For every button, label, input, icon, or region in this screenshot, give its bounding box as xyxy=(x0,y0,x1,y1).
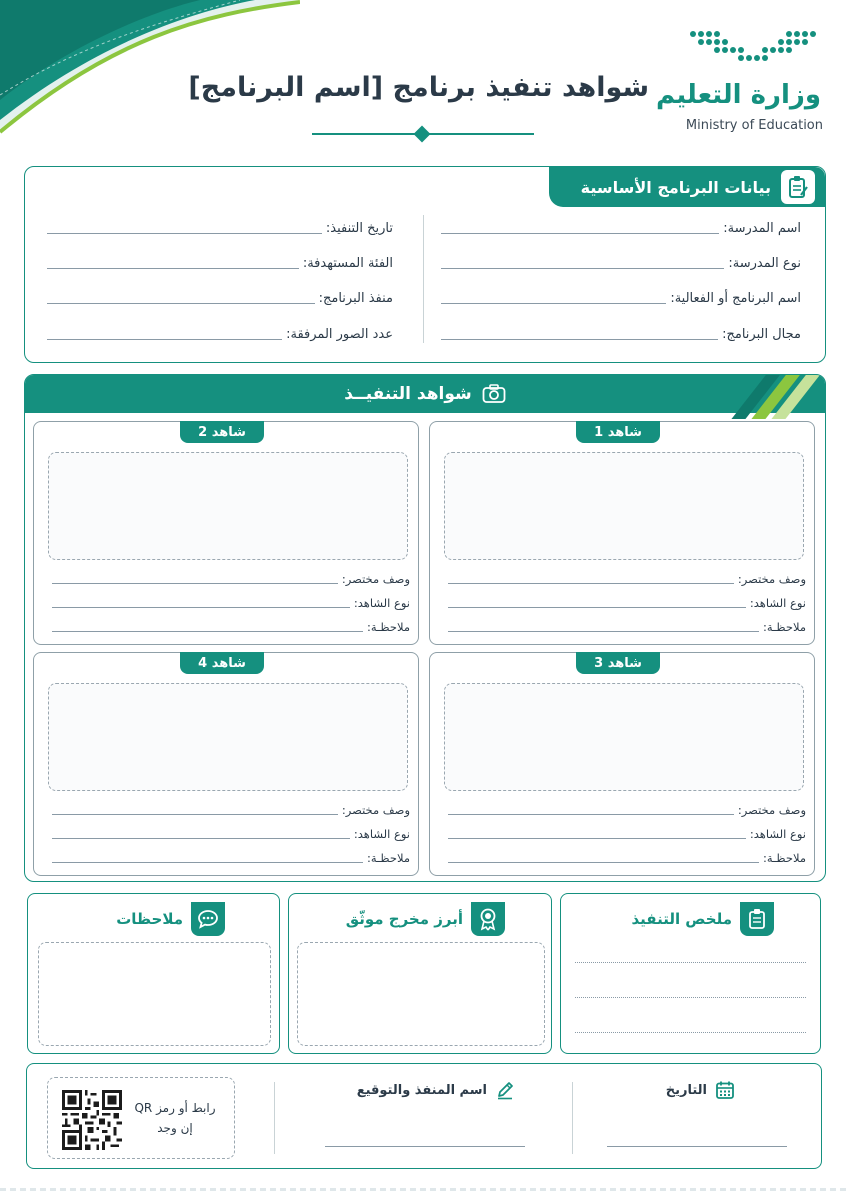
field-execution-date[interactable] xyxy=(47,217,393,239)
qr-box xyxy=(47,1077,235,1159)
page-title: شواهد تنفيذ برنامج [اسم البرنامج] xyxy=(188,72,649,103)
key-output-title: أبرز مخرج موثّق xyxy=(345,910,463,928)
notes-box xyxy=(27,893,280,1054)
pen-icon xyxy=(495,1080,515,1100)
key-output-header xyxy=(346,904,505,934)
evidence-field[interactable] xyxy=(52,825,410,843)
field-label: ملاحظـة: xyxy=(763,620,806,634)
field-label: نوع الشاهد: xyxy=(353,827,410,841)
program-info-title: بيانات البرنامج الأساسية xyxy=(580,177,771,197)
qr-caption-line: رابط أو رمز QR xyxy=(134,1101,216,1115)
field-school-name[interactable] xyxy=(441,217,801,239)
field-label: نوع الشاهد: xyxy=(749,596,806,610)
writing-line[interactable] xyxy=(575,962,806,963)
footer-divider xyxy=(274,1082,275,1154)
execution-summary-title: ملخص التنفيذ xyxy=(631,910,732,928)
field-label: وصف مختصر: xyxy=(341,803,410,817)
input-line[interactable] xyxy=(52,853,363,863)
field-photo-count[interactable] xyxy=(47,323,393,345)
field-label: وصف مختصر: xyxy=(341,572,410,586)
execution-summary-header xyxy=(631,904,774,934)
header-decoration xyxy=(0,0,300,140)
evidence-field[interactable] xyxy=(52,849,410,867)
field-label: نوع المدرسة: xyxy=(728,255,801,271)
field-label: مجال البرنامج: xyxy=(722,326,801,342)
key-output-area[interactable] xyxy=(297,942,545,1046)
evidence-field[interactable] xyxy=(52,801,410,819)
field-label: الفئة المستهدفة: xyxy=(302,255,393,271)
evidence-card-3 xyxy=(429,652,815,876)
date-line[interactable] xyxy=(607,1146,787,1147)
execution-summary-box xyxy=(560,893,821,1054)
clipboard-icon xyxy=(740,902,774,936)
signature-label: اسم المنفذ والتوقيع xyxy=(356,1082,487,1098)
input-line[interactable] xyxy=(448,829,746,839)
input-line[interactable] xyxy=(47,328,282,340)
field-label: ملاحظـة: xyxy=(367,851,410,865)
column-divider xyxy=(423,215,424,343)
input-line[interactable] xyxy=(441,222,719,234)
writing-line[interactable] xyxy=(575,1032,806,1033)
photo-placeholder[interactable] xyxy=(48,683,408,791)
program-info-section xyxy=(24,166,826,363)
footer-divider xyxy=(572,1082,573,1154)
notes-header xyxy=(116,904,225,934)
evidence-card-tab: شاهد 3 xyxy=(576,652,660,674)
evidence-field[interactable] xyxy=(448,570,806,588)
bottom-decoration xyxy=(0,1188,849,1191)
input-line[interactable] xyxy=(52,805,338,815)
field-label: نوع الشاهد: xyxy=(353,596,410,610)
input-line[interactable] xyxy=(448,598,746,608)
input-line[interactable] xyxy=(47,257,299,269)
input-line[interactable] xyxy=(448,853,759,863)
input-line[interactable] xyxy=(47,292,315,304)
field-program-domain[interactable] xyxy=(441,323,801,345)
input-line[interactable] xyxy=(448,805,734,815)
camera-icon xyxy=(482,384,506,404)
evidence-title-row xyxy=(25,375,825,413)
evidence-section xyxy=(24,374,826,882)
field-label: وصف مختصر: xyxy=(737,803,806,817)
photo-placeholder[interactable] xyxy=(444,452,804,560)
title-diamond-icon xyxy=(414,126,431,143)
date-label: التاريخ xyxy=(665,1082,707,1098)
key-output-box xyxy=(288,893,552,1054)
qr-code-icon[interactable] xyxy=(62,1090,122,1150)
evidence-field[interactable] xyxy=(52,618,410,636)
qr-caption xyxy=(130,1098,220,1138)
qr-caption-line: إن وجد xyxy=(157,1121,193,1135)
input-line[interactable] xyxy=(448,574,734,584)
field-label: تاريخ التنفيذ: xyxy=(325,220,393,236)
program-info-tab xyxy=(549,167,825,207)
date-header xyxy=(666,1080,735,1100)
input-line[interactable] xyxy=(441,292,666,304)
evidence-field[interactable] xyxy=(448,849,806,867)
input-line[interactable] xyxy=(52,622,363,632)
evidence-field[interactable] xyxy=(448,825,806,843)
evidence-card-tab: شاهد 2 xyxy=(180,421,264,443)
calendar-icon xyxy=(715,1080,735,1100)
evidence-field[interactable] xyxy=(448,801,806,819)
input-line[interactable] xyxy=(47,222,322,234)
evidence-card-2 xyxy=(33,421,419,645)
evidence-field[interactable] xyxy=(448,594,806,612)
input-line[interactable] xyxy=(52,829,350,839)
field-program-name[interactable] xyxy=(441,287,801,309)
evidence-card-tab: شاهد 1 xyxy=(576,421,660,443)
logo-dots-icon xyxy=(689,28,817,64)
field-school-type[interactable] xyxy=(441,252,801,274)
clipboard-icon xyxy=(781,170,815,204)
signature-footer xyxy=(26,1063,822,1169)
input-line[interactable] xyxy=(52,598,350,608)
field-label: منفذ البرنامج: xyxy=(318,290,393,306)
evidence-field[interactable] xyxy=(52,594,410,612)
field-label: اسم البرنامج أو الفعالية: xyxy=(670,290,801,306)
field-target-group[interactable] xyxy=(47,252,393,274)
input-line[interactable] xyxy=(448,622,759,632)
evidence-card-1 xyxy=(429,421,815,645)
input-line[interactable] xyxy=(441,328,718,340)
writing-line[interactable] xyxy=(575,997,806,998)
field-label: ملاحظـة: xyxy=(367,620,410,634)
evidence-title: شواهد التنفيــذ xyxy=(344,384,472,404)
notes-area[interactable] xyxy=(38,942,271,1046)
signature-header xyxy=(357,1080,515,1100)
input-line[interactable] xyxy=(441,257,724,269)
photo-placeholder[interactable] xyxy=(444,683,804,791)
field-label: اسم المدرسة: xyxy=(723,220,801,236)
evidence-card-4 xyxy=(33,652,419,876)
evidence-card-tab: شاهد 4 xyxy=(180,652,264,674)
field-program-executor[interactable] xyxy=(47,287,393,309)
chat-bubble-icon xyxy=(191,902,225,936)
award-ribbon-icon xyxy=(471,902,505,936)
field-label: وصف مختصر: xyxy=(737,572,806,586)
signature-line[interactable] xyxy=(325,1146,525,1147)
evidence-field[interactable] xyxy=(52,570,410,588)
logo-english-text: Ministry of Education xyxy=(685,118,823,133)
ministry-logo xyxy=(656,28,827,138)
field-label: نوع الشاهد: xyxy=(749,827,806,841)
evidence-field[interactable] xyxy=(448,618,806,636)
photo-placeholder[interactable] xyxy=(48,452,408,560)
field-label: عدد الصور المرفقة: xyxy=(286,326,393,342)
input-line[interactable] xyxy=(52,574,338,584)
field-label: ملاحظـة: xyxy=(763,851,806,865)
logo-arabic-text: وزارة التعليم xyxy=(656,80,821,110)
notes-title: ملاحظات xyxy=(116,910,183,928)
